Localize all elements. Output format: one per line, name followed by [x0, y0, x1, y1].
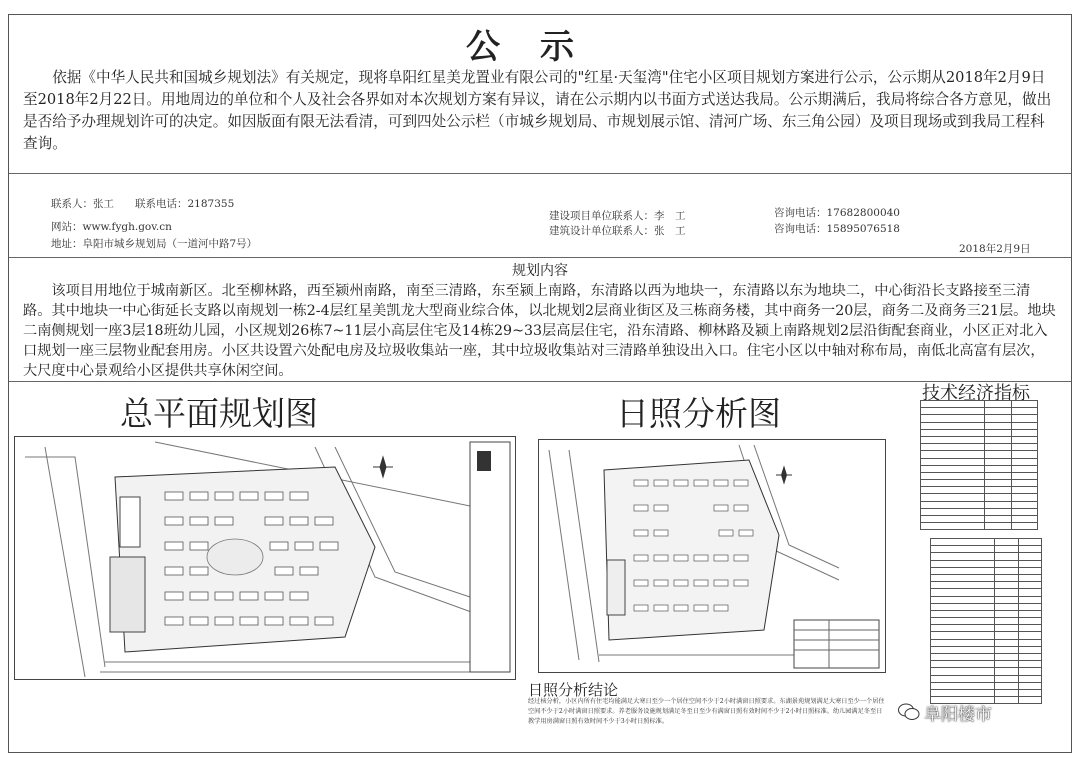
site-plan-drawing	[14, 436, 516, 680]
designer-contact: 建筑设计单位联系人：张 工	[549, 225, 686, 237]
site-plan-title: 总平面规划图	[120, 394, 318, 433]
sun-conclusion-body: 经过核分析，小区内所有住宅均能满足大寒日至少一个居住空间不少于2小时满窗日照要求。东湖景苑规划满足大寒日至少一个居住空间不少于2小时满窗日照要求。养老服务设施规划满足冬至日至少有满窗日照有效时间不少于2小时日照标准。幼儿园满足冬至日教学用房满窗日照有效时间不少于3小时日照标准。	[528, 698, 885, 725]
notice-title: 公示	[466, 27, 614, 67]
address-text: 地址：阜阳市城乡规划局（一道河中路7号）	[51, 238, 258, 250]
tech-indicators-title: 技术经济指标	[922, 383, 1030, 404]
plan-body: 该项目用地位于城南新区。北至柳林路，西至颍州南路，南至三清路，东至颍上南路，东清路以西为地块一，东清路以东为地块二，中心街沿长支路接至三清路。其中地块一中心街延长支路以南规划一栋2-4层红星美凯龙大型商业综合体，以北规划2层商业街区及三栋商务楼，其中商务一20层，商务二及商务三21层。地块二南侧规划一座3层18班幼儿园，小区规划26栋7~11层小高层住宅及14栋29~33层高层住宅，沿东清路、柳林路及颍上南路规划2层沿街配套商业，小区正对北入口规划一座三层物业配套用房。小区共设置六处配电房及垃圾收集站一座，其中垃圾收集站对三清路单独设出入口。住宅小区以中轴对称布局，南低北高富有层次，大尺度中心景观给小区提供共享休闲空间。	[23, 283, 1056, 379]
sunlight-analysis-drawing	[538, 439, 886, 673]
watermark-text: 阜阳楼市	[924, 705, 992, 725]
sun-conclusion-title: 日照分析结论	[528, 681, 619, 699]
tech-table-2	[930, 538, 1042, 704]
tech-table-1	[920, 400, 1038, 530]
notice-date: 2018年2月9日	[959, 243, 1031, 255]
divider	[9, 173, 1071, 174]
notice-body: 依据《中华人民共和国城乡规划法》有关规定，现将阜阳红星美龙置业有限公司的"红星·天玺湾"住宅小区项目规划方案进行公示，公示期从2018年2月9日至2018年2月22日。用地周边的单位和个人及社会各界如对本次规划方案有异议，请在公示期内以书面方式送达我局。公示期满后，我局将综合各方意见，做出是否给予办理规划许可的决定。如因版面有限无法看清，可到四处公示栏（市城乡规划局、市规划展示馆、清河广场、东三角公园）及项目现场或到我局工程科查询。	[23, 69, 1052, 152]
sunlight-svg	[539, 440, 885, 672]
plan-title: 规划内容	[512, 263, 568, 279]
builder-phone: 咨询电话：17682800040	[774, 207, 900, 219]
site-plan-svg	[15, 437, 515, 679]
contact-person: 联系人：张工 联系电话：2187355	[51, 198, 235, 210]
divider	[9, 381, 1071, 382]
sunlight-analysis-title: 日照分析图	[616, 394, 781, 433]
builder-contact: 建设项目单位联系人：李 工	[549, 210, 686, 222]
designer-phone: 咨询电话：15895076518	[774, 223, 900, 235]
wechat-icon	[898, 702, 920, 722]
website-text: 网站：www.fygh.gov.cn	[51, 221, 172, 233]
divider	[9, 257, 1071, 258]
